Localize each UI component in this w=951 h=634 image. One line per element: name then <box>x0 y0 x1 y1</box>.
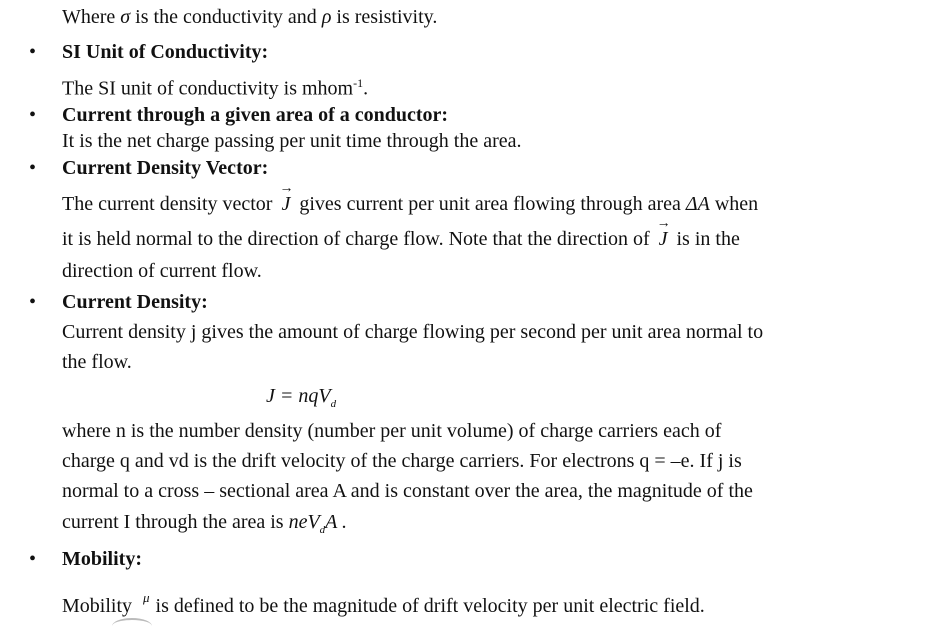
current-area-heading: Current through a given area of a conductor: <box>62 104 449 126</box>
current-density-equation <box>266 384 336 416</box>
j-vector-symbol: → J <box>277 192 294 216</box>
j-vector-symbol: → J <box>655 227 672 251</box>
text-span: is defined to be the magnitude of drift velocity per unit electric field. <box>155 595 705 617</box>
intro-text: is resistivity. <box>331 6 438 28</box>
equation-subscript: d <box>330 398 337 410</box>
text-span: when <box>709 193 759 215</box>
bullet-icon: • <box>29 291 37 313</box>
math-expression-end: A . <box>325 511 348 533</box>
intro-text: Where <box>62 6 121 28</box>
sigma-symbol: σ <box>120 6 131 28</box>
intro-line <box>62 5 437 29</box>
current-density-heading: Current Density: <box>62 291 208 313</box>
si-unit-text <box>62 71 368 101</box>
density-vector-line-2 <box>62 227 740 251</box>
current-density-para-2: charge q and vd is the drift velocity of the charge carriers. For electrons q = –e. If j is <box>62 450 742 472</box>
si-unit-text-end: . <box>363 77 369 100</box>
text-span: Mobility <box>62 595 138 617</box>
density-vector-line-1 <box>62 192 758 216</box>
text-span: gives current per unit area flowing through area <box>294 193 686 215</box>
density-vector-heading: Current Density Vector: <box>62 157 269 179</box>
math-subscript: d <box>319 524 326 536</box>
text-span: current I through the area is <box>62 511 289 533</box>
bullet-icon: • <box>29 548 37 570</box>
current-density-line-1: Current density j gives the amount of charge flowing per second per unit area normal to <box>62 321 764 343</box>
current-area-text: It is the net charge passing per unit time through the area. <box>62 130 522 152</box>
current-density-line-2: the flow. <box>62 351 132 373</box>
text-span: it is held normal to the direction of charge flow. Note that the direction of <box>62 228 655 250</box>
current-density-para-3: normal to a cross – sectional area A and is constant over the area, the magnitude of the <box>62 480 753 502</box>
current-density-para-4 <box>62 510 347 542</box>
density-vector-line-3: direction of current flow. <box>62 260 262 282</box>
current-density-para-1: where n is the number density (number per unit volume) of charge carriers each of <box>62 420 722 442</box>
bullet-icon: • <box>29 157 37 179</box>
equation-main: J = nqV <box>266 385 331 407</box>
intro-text: is the conductivity and <box>130 6 322 28</box>
si-unit-text-body: The SI unit of conductivity is mhom <box>62 77 354 100</box>
text-span: The current density vector <box>62 193 278 215</box>
bullet-icon: • <box>29 104 37 126</box>
mobility-heading: Mobility: <box>62 548 142 570</box>
bullet-icon: • <box>29 41 37 63</box>
math-expression: neV <box>288 511 320 533</box>
rho-symbol: ρ <box>321 6 332 28</box>
mobility-text <box>62 590 705 620</box>
delta-a-symbol: ΔA <box>685 193 710 215</box>
exponent: -1 <box>353 76 364 90</box>
si-unit-heading: SI Unit of Conductivity: <box>62 41 269 63</box>
mu-symbol: μ <box>143 590 150 605</box>
text-span: is in the <box>671 228 740 250</box>
cropped-formula-fragment <box>112 618 152 634</box>
